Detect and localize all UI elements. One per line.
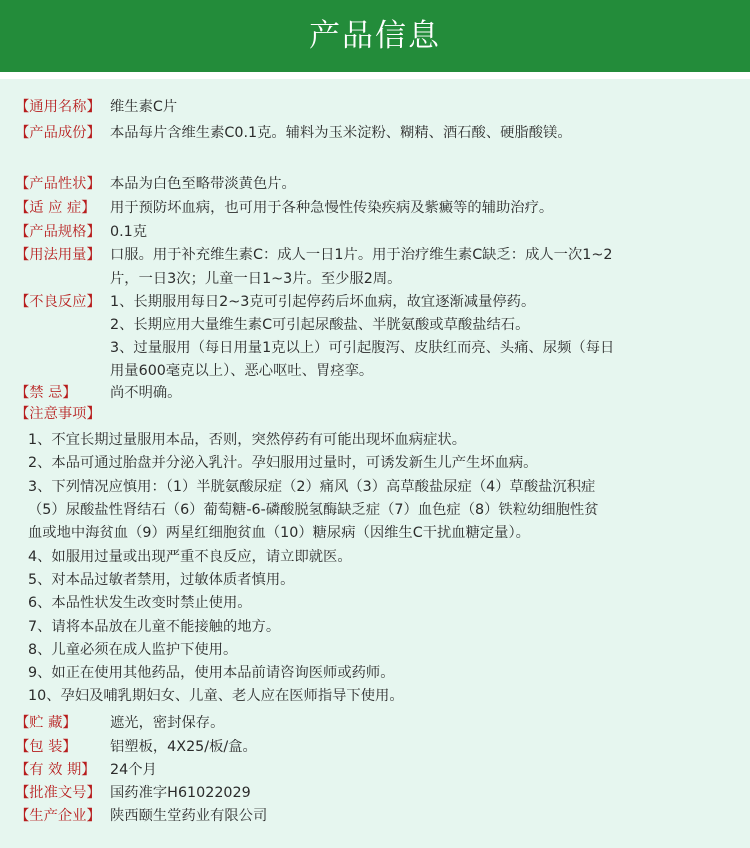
properties-row	[0, 172, 750, 196]
validity-value: 24个月	[110, 762, 157, 778]
manufacturer-label: 【生产企业】	[15, 808, 101, 824]
approval-value: 国药准字H61022029	[110, 785, 251, 801]
storage-label: 【贮 藏】	[15, 715, 77, 731]
spec-row	[0, 220, 750, 244]
package-row	[0, 735, 750, 759]
storage-value: 遮光，密封保存。	[110, 715, 225, 731]
ingredients-row	[0, 121, 750, 145]
precaution-item	[0, 521, 750, 545]
precaution-line: 8、儿童必须在成人监护下使用。	[28, 642, 238, 658]
adverse-row-cont	[0, 336, 750, 360]
adverse-row-cont	[0, 313, 750, 337]
generic-name-value: 维生素C片	[110, 99, 178, 115]
approval-label: 【批准文号】	[15, 785, 101, 801]
approval-row	[0, 781, 750, 805]
precaution-item	[0, 638, 750, 662]
precaution-item	[0, 568, 750, 592]
dosage-row	[0, 243, 750, 267]
page-title: 产品信息	[309, 18, 441, 54]
ingredients-value: 本品每片含维生素C0.1克。辅料为玉米淀粉、糊精、酒石酸、硬脂酸镁。	[110, 125, 572, 141]
generic-name-row	[0, 95, 750, 119]
adverse-line: 用量600毫克以上）、恶心呕吐、胃痉挛。	[110, 363, 374, 379]
spec-label: 【产品规格】	[15, 224, 101, 240]
adverse-line: 2、长期应用大量维生素C可引起尿酸盐、半胱氨酸或草酸盐结石。	[110, 317, 530, 333]
adverse-line: 3、过量服用（每日用量1克以上）可引起腹泻、皮肤红而亮、头痛、尿频（每日	[110, 340, 615, 356]
adverse-line: 1、长期服用每日2~3克可引起停药后坏血病，故宜逐渐减量停药。	[110, 294, 536, 310]
indications-value: 用于预防坏血病，也可用于各种急慢性传染疾病及紫癜等的辅助治疗。	[110, 200, 554, 216]
precaution-line: （5）尿酸盐性肾结石（6）葡萄糖-6-磷酸脱氢酶缺乏症（7）血色症（8）铁粒幼细胞性贫	[28, 502, 599, 518]
indications-label: 【适 应 症】	[15, 200, 96, 216]
generic-name-label: 【通用名称】	[15, 99, 101, 115]
precaution-item	[0, 661, 750, 685]
header-bar	[0, 0, 750, 72]
precaution-line: 1、不宜长期过量服用本品，否则，突然停药有可能出现坏血病症状。	[28, 432, 466, 448]
precaution-line: 血或地中海贫血（9）两星红细胞贫血（10）糖尿病（因维生C干扰血糖定量）。	[28, 525, 530, 541]
precaution-item	[0, 451, 750, 475]
dosage-row-cont	[0, 267, 750, 291]
manufacturer-value: 陕西颐生堂药业有限公司	[110, 808, 268, 824]
precaution-line: 10、孕妇及哺乳期妇女、儿童、老人应在医师指导下使用。	[28, 688, 404, 704]
precaution-item	[0, 615, 750, 639]
precaution-line: 9、如正在使用其他药品，使用本品前请咨询医师或药师。	[28, 665, 395, 681]
storage-row	[0, 711, 750, 735]
precaution-line: 6、本品性状发生改变时禁止使用。	[28, 595, 252, 611]
precaution-line: 7、请将本品放在儿童不能接触的地方。	[28, 619, 281, 635]
package-label: 【包 装】	[15, 739, 77, 755]
package-value: 铝塑板，4X25/板/盒。	[110, 739, 257, 755]
contraindications-label: 【禁 忌】	[15, 385, 77, 401]
ingredients-label: 【产品成份】	[15, 125, 101, 141]
validity-label: 【有 效 期】	[15, 762, 96, 778]
indications-row	[0, 196, 750, 220]
precaution-line: 3、下列情况应慎用：（1）半胱氨酸尿症（2）痛风（3）高草酸盐尿症（4）草酸盐沉积症	[28, 479, 596, 495]
properties-value: 本品为白色至略带淡黄色片。	[110, 176, 296, 192]
precaution-line: 5、对本品过敏者禁用，过敏体质者慎用。	[28, 572, 295, 588]
precaution-item	[0, 591, 750, 615]
precaution-item	[0, 428, 750, 452]
precaution-item	[0, 545, 750, 569]
spec-value: 0.1克	[110, 224, 148, 240]
contraindications-value: 尚不明确。	[110, 385, 182, 401]
dosage-label: 【用法用量】	[15, 247, 101, 263]
precaution-item	[0, 498, 750, 522]
info-panel	[0, 79, 750, 848]
precaution-line: 2、本品可通过胎盘并分泌入乳汁。孕妇服用过量时，可诱发新生儿产生坏血病。	[28, 455, 538, 471]
precaution-item	[0, 684, 750, 708]
precautions-label: 【注意事项】	[15, 406, 101, 422]
manufacturer-row	[0, 804, 750, 828]
validity-row	[0, 758, 750, 782]
dosage-line: 口服。用于补充维生素C：成人一日1片。用于治疗维生素C缺乏：成人一次1~2	[110, 247, 613, 263]
dosage-line: 片，一日3次；儿童一日1~3片。至少服2周。	[110, 271, 402, 287]
precautions-row	[0, 402, 750, 426]
precaution-line: 4、如服用过量或出现严重不良反应，请立即就医。	[28, 549, 352, 565]
precaution-item	[0, 475, 750, 499]
properties-label: 【产品性状】	[15, 176, 101, 192]
adverse-row	[0, 290, 750, 314]
adverse-row-cont	[0, 359, 750, 383]
adverse-label: 【不良反应】	[15, 294, 101, 310]
